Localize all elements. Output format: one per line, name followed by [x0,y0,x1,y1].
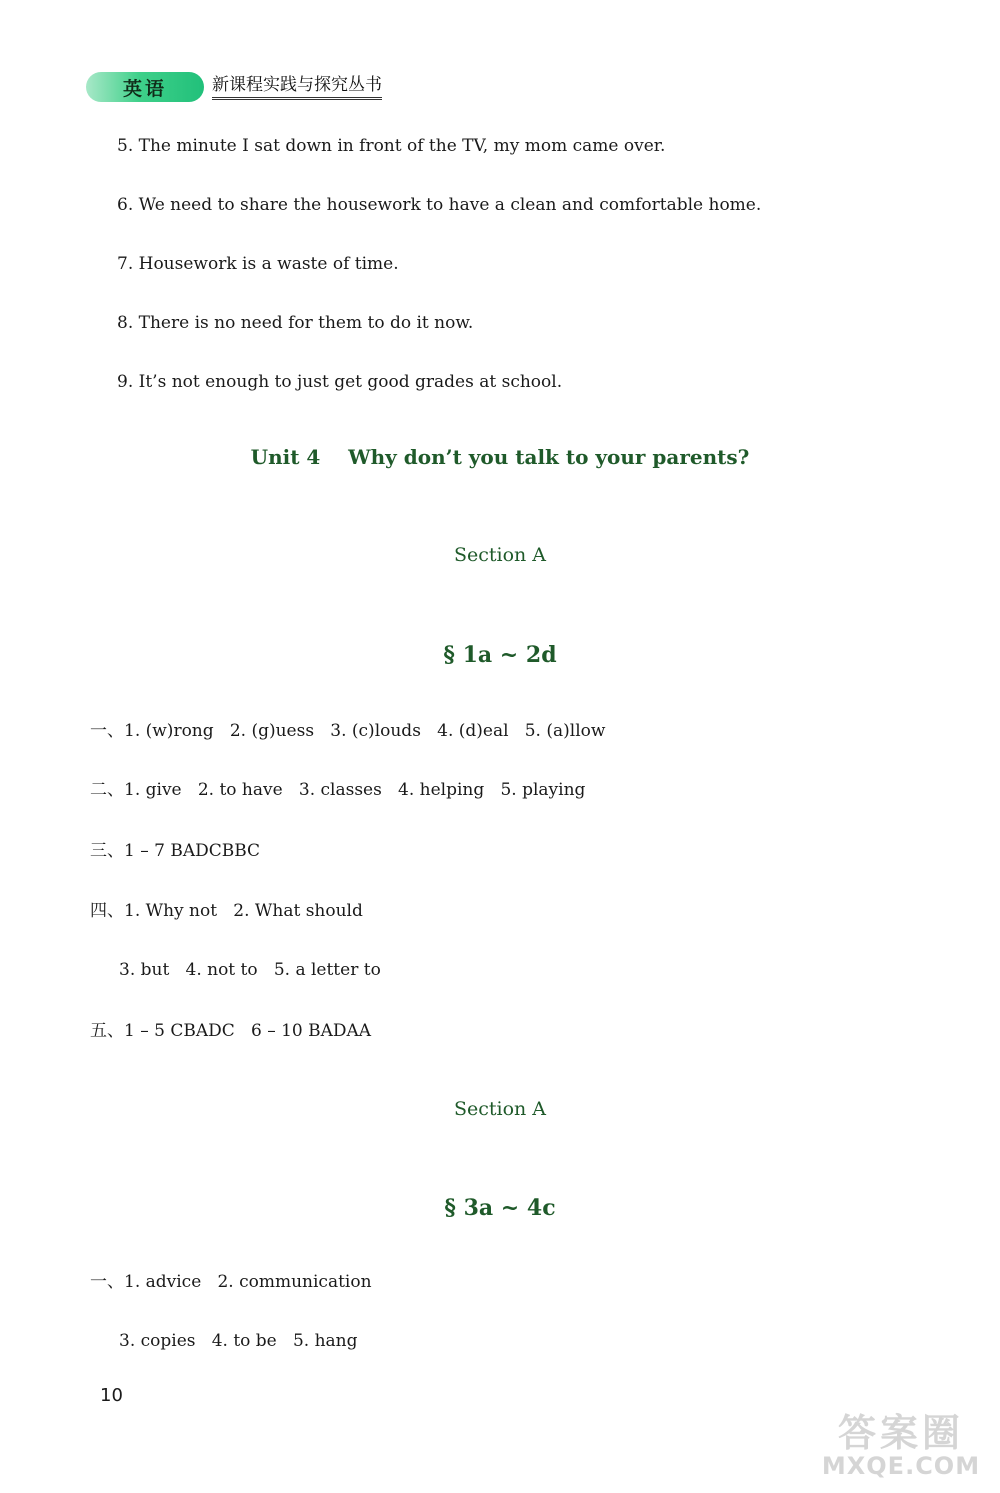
answer-line: 一、1. (w)rong 2. (g)uess 3. (c)louds 4. (d)eal 5. (a)llow [90,721,606,741]
subsection-title: § 3a ~ 4c [444,1195,556,1221]
section-title: Section A [453,544,547,566]
answer-line: 7. Housework is a waste of time. [117,254,399,274]
page-header [86,70,382,104]
answer-line: 二、1. give 2. to have 3. classes 4. helping 5. playing [90,780,586,800]
watermark-logo [812,1402,990,1486]
answer-line: 6. We need to share the housework to have a clean and comfortable home. [117,195,762,215]
answer-line: 四、1. Why not 2. What should [90,901,363,921]
page-number: 10 [100,1385,123,1406]
subject-badge: 英语 [86,72,204,102]
answer-line: 3. copies 4. to be 5. hang [119,1331,358,1351]
series-title: 新课程实践与探究丛书 [212,74,382,100]
watermark-text: 答案圈 [837,1411,964,1455]
answer-line: 3. but 4. not to 5. a letter to [119,960,381,980]
subsection-title: § 1a ~ 2d [443,642,557,668]
answer-line: 9. It’s not enough to just get good grades at school. [117,372,563,392]
section-title: Section A [453,1098,547,1120]
answer-line: 三、1 – 7 BADCBBC [90,841,261,861]
answer-line: 一、1. advice 2. communication [90,1272,372,1292]
answer-line: 8. There is no need for them to do it now. [117,313,474,333]
unit-title: Unit 4 Why don’t you talk to your parents? [250,445,750,469]
watermark-url: MXQE.COM [821,1452,981,1480]
answer-line: 五、1 – 5 CBADC 6 – 10 BADAA [90,1021,372,1041]
answer-line: 5. The minute I sat down in front of the TV, my mom came over. [117,136,666,156]
